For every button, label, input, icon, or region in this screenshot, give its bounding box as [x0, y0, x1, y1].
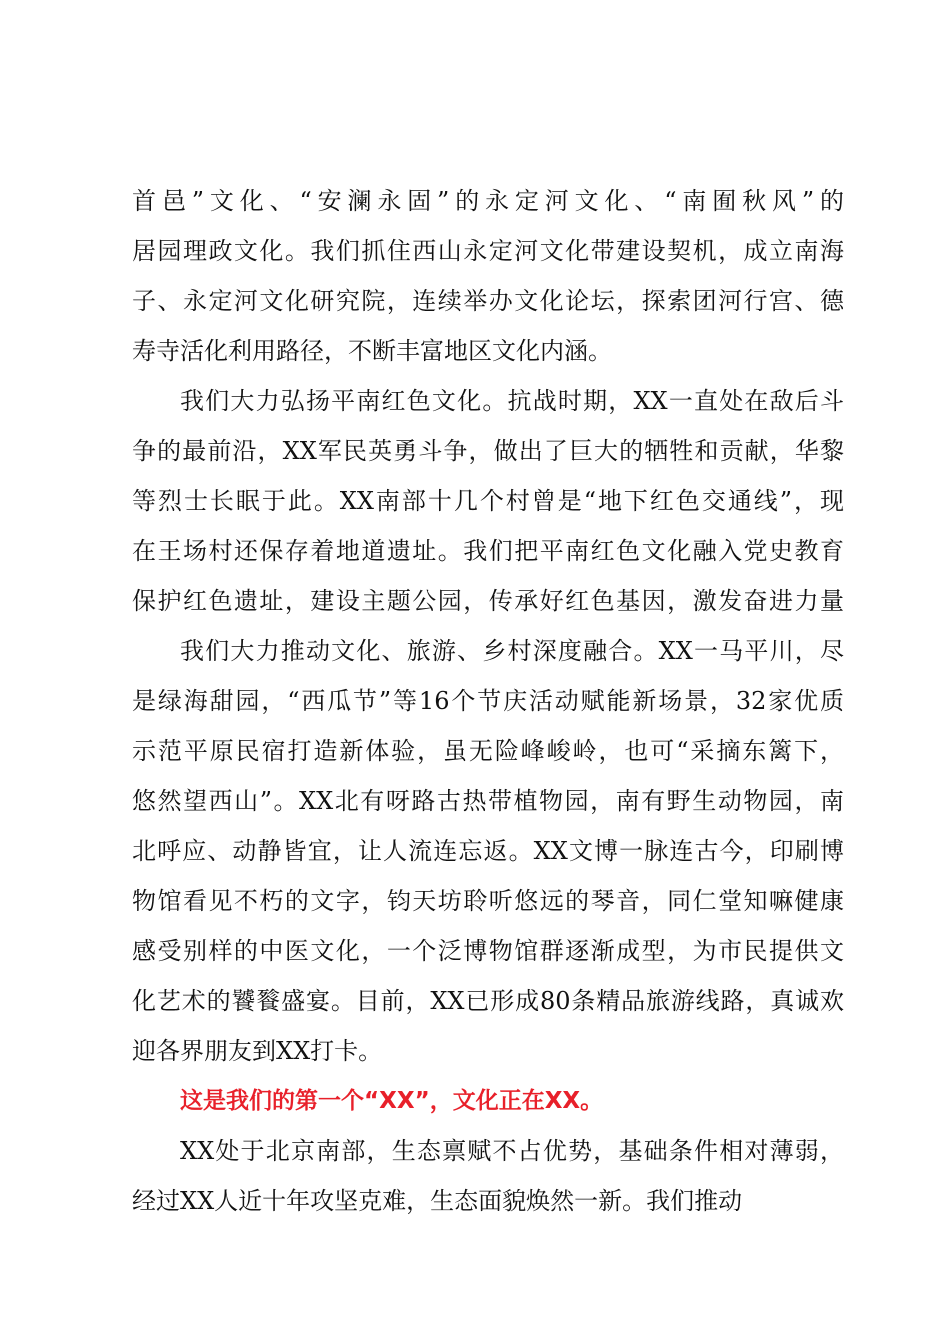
text-line: 北呼应、动静皆宜，让人流连忘返。XX文博一脉连古今，印刷博	[132, 837, 844, 865]
text-line: 悠然望西山”。XX北有呀路古热带植物园，南有野生动物园，南	[132, 787, 844, 815]
text-line: 保护红色遗址，建设主题公园，传承好红色基因，激发奋进力量	[132, 587, 844, 615]
text-line: 感受别样的中医文化，一个泛博物馆群逐渐成型，为市民提供文	[132, 937, 844, 965]
text-line: 子、永定河文化研究院，连续举办文化论坛，探索团河行宫、德	[132, 287, 844, 315]
text-line: 示范平原民宿打造新体验，虽无险峰峻岭，也可“采摘东篱下，	[132, 737, 844, 765]
paragraph-first-line: 我们大力推动文化、旅游、乡村深度融合。XX一马平川，尽	[180, 637, 844, 665]
text-line: 等烈士长眠于此。XX南部十几个村曾是“地下红色交通线”，现	[132, 487, 844, 515]
section-heading: 这是我们的第一个“XX”，文化正在XX。	[180, 1088, 604, 1114]
text-line: 是绿海甜园，“西瓜节”等16个节庆活动赋能新场景，32家优质	[132, 687, 844, 715]
text-line: 首邑”文化、“安澜永固”的永定河文化、“南囿秋风”的	[132, 187, 844, 215]
text-line: 寿寺活化利用路径，不断丰富地区文化内涵。	[132, 337, 612, 365]
text-line: 化艺术的饕餮盛宴。目前，XX已形成80条精品旅游线路，真诚欢	[132, 987, 844, 1015]
text-line: 在王场村还保存着地道遗址。我们把平南红色文化融入党史教育	[132, 537, 844, 565]
paragraph-first-line: 我们大力弘扬平南红色文化。抗战时期，XX一直处在敌后斗	[180, 387, 844, 415]
text-line: 居园理政文化。我们抓住西山永定河文化带建设契机，成立南海	[132, 237, 844, 265]
paragraph-first-line: XX处于北京南部，生态禀赋不占优势，基础条件相对薄弱，	[180, 1137, 844, 1165]
text-line: 物馆看见不朽的文字，钧天坊聆听悠远的琴音，同仁堂知嘛健康	[132, 887, 844, 915]
text-line: 争的最前沿，XX军民英勇斗争，做出了巨大的牺牲和贡献，华黎	[132, 437, 844, 465]
text-line: 经过XX人近十年攻坚克难，生态面貌焕然一新。我们推动	[132, 1187, 743, 1215]
text-line: 迎各界朋友到XX打卡。	[132, 1037, 383, 1065]
